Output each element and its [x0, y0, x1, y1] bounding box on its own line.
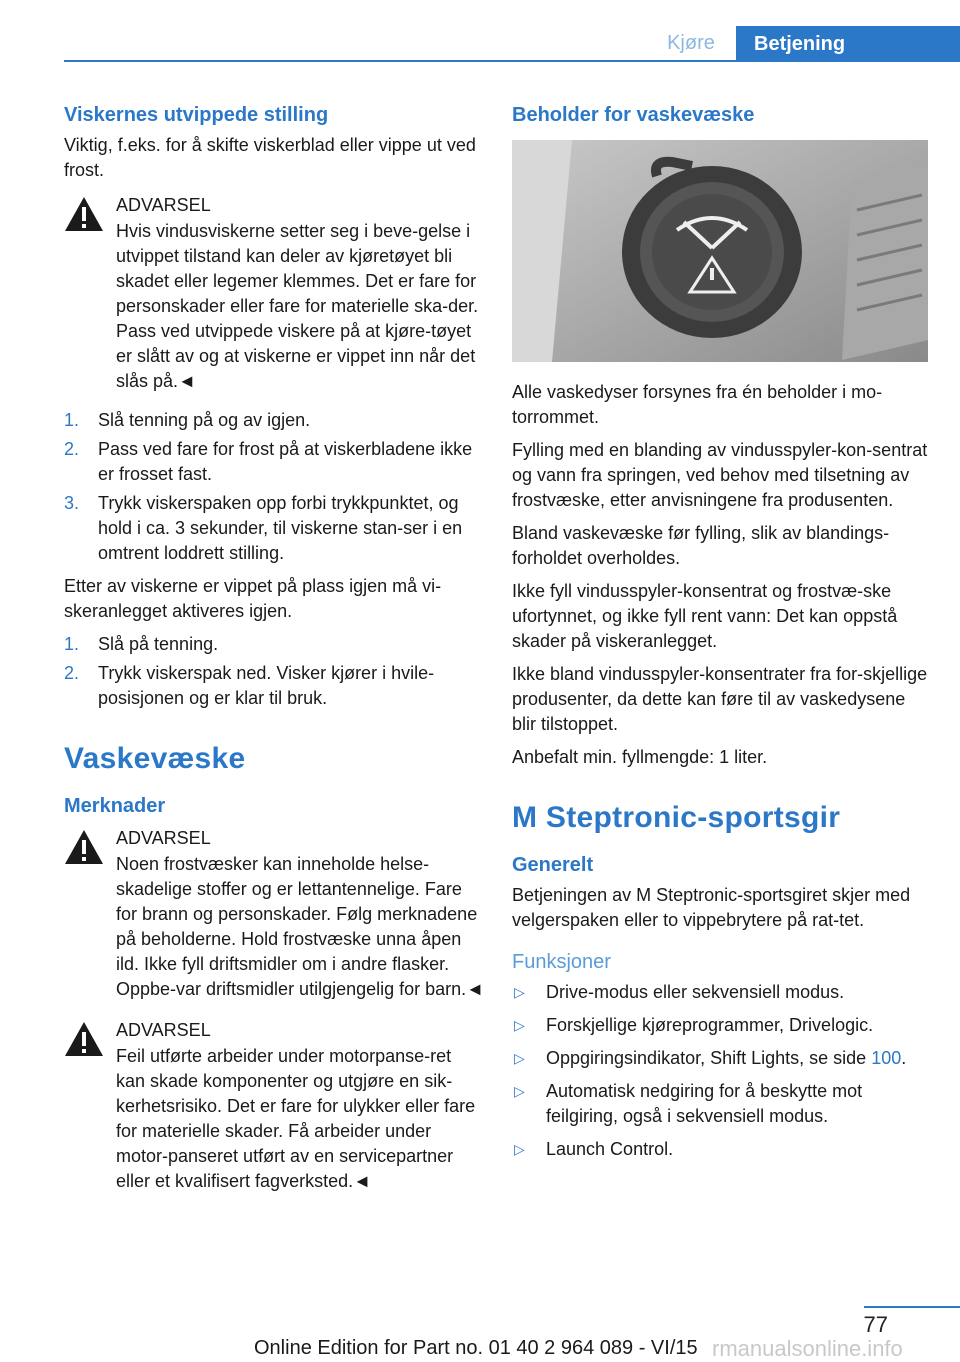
- warning-box: [64, 191, 484, 394]
- list-item: ▷ Drive-modus eller sekvensiell modus.: [512, 980, 928, 1005]
- reservoir-cap-photo: [512, 140, 928, 362]
- tab-kjore[interactable]: Kjøre: [667, 32, 715, 54]
- bullet-triangle-icon: ▷: [514, 984, 525, 1000]
- subsection-functions: Funksjoner: [512, 951, 611, 973]
- paragraph: Ikke bland vindusspyler-konsentrater fra for-skjellige produsenter, da dette kan føre til av vaskedysene blir tilstoppet.: [512, 664, 928, 734]
- paragraph: Bland vaskevæske før fylling, slik av blandings-forholdet overholdes.: [512, 523, 890, 568]
- watermark: rmanualsonline.info: [712, 1336, 903, 1361]
- list-item: ▷ Oppgiringsindikator, Shift Lights, se side 100.: [512, 1046, 928, 1071]
- section-title-wiper-position: Viskernes utvippede stilling: [64, 104, 329, 126]
- after-text: Etter av viskerne er vippet på plass igjen må vi-skeranlegget aktiveres igjen.: [64, 576, 442, 621]
- steps-list-2: [64, 632, 484, 711]
- warning-box: [64, 824, 484, 1002]
- list-item: ▷ Forskjellige kjøreprogrammer, Drivelogic.: [512, 1013, 928, 1038]
- page-header: [0, 0, 960, 62]
- list-item: ▷ Automatisk nedgiring for å beskytte mot feilgiring, også i sekvensiell modus.: [514, 1081, 863, 1126]
- warning-label: ADVARSEL: [116, 195, 211, 215]
- right-column: [512, 100, 928, 1170]
- bullet-triangle-icon: ▷: [514, 1050, 525, 1066]
- bullet-triangle-icon: ▷: [514, 1141, 525, 1157]
- list-item: ▷ Launch Control.: [512, 1137, 928, 1162]
- footer-rule: [864, 1306, 960, 1308]
- section-title-steptronic: M Steptronic-sportsgir: [512, 801, 841, 834]
- page-link-100[interactable]: 100: [871, 1048, 902, 1068]
- warning-text: Hvis vindusviskerne setter seg i beve-gelse i utvippet tilstand kan deler av kjøretøyet bli skadet eller legemer klemmes. Det er fare for personskader eller fare for materielle ska-der. Pass ved utvippede viskere på at kjøre-tøyet er slått av og at viskerne er vippet inn når det slås på.◄: [116, 221, 479, 391]
- list-item: 3. Trykk viskerspaken opp forbi trykkpunktet, og hold i ca. 3 sekunder, til viskerne stan-ser i en omtrent loddrett stilling.: [64, 493, 463, 563]
- warning-label: ADVARSEL: [116, 828, 211, 848]
- warning-icon: [64, 195, 104, 233]
- page-number: 77: [863, 1312, 888, 1337]
- edition-text: Online Edition for Part no. 01 40 2 964 089 - VI/15: [254, 1337, 698, 1359]
- paragraph: Ikke fyll vindusspyler-konsentrat og frostvæ-ske ufortynnet, og ikke fyll rent vann: Det kan oppstå skader på viskeranlegget.: [512, 581, 898, 651]
- paragraph: Anbefalt min. fyllmengde: 1 liter.: [512, 747, 768, 767]
- warning-text: Noen frostvæsker kan inneholde helse-skadelige stoffer og er lettantennelige. Fare for brann og personskader. Følg merknadene på beholderne. Hold frostvæske unna åpen ild. Ikke fyll driftsmidler om i andre flasker. Oppbe-var driftsmidler utilgjengelig for barn.◄: [116, 854, 484, 999]
- list-item: 1. Slå på tenning.: [64, 634, 219, 654]
- warning-text: Feil utførte arbeider under motorpanse-ret kan skade komponenter og utgjøre en sik-kerhetsrisiko. Det er fare for ulykker eller fare for materielle skader. Få arbeider under motor-panseret utført av en servicepartner eller et kvalifisert fagverksted.◄: [116, 1046, 476, 1191]
- subsection-notes: Merknader: [64, 795, 166, 817]
- functions-list: [512, 980, 928, 1162]
- paragraph: Fylling med en blanding av vindusspyler-kon-sentrat og vann fra springen, ved behov med tilsetning av frostvæske, etter anvisningene fra produsenten.: [512, 440, 928, 510]
- tab-betjening[interactable]: Betjening: [736, 26, 960, 62]
- warning-icon: [64, 1020, 104, 1058]
- list-item: 1. Slå tenning på og av igjen.: [64, 410, 311, 430]
- warning-label: ADVARSEL: [116, 1020, 211, 1040]
- warning-box: [64, 1016, 484, 1194]
- subsection-general: Generelt: [512, 854, 594, 876]
- section-title-fluid-reservoir: Beholder for vaskevæske: [512, 104, 755, 126]
- bullet-triangle-icon: ▷: [514, 1083, 525, 1099]
- warning-icon: [64, 828, 104, 866]
- header-rule: [64, 60, 960, 62]
- general-text: Betjeningen av M Steptronic-sportsgiret skjer med velgerspaken eller to vippebrytere på rat-tet.: [512, 885, 911, 930]
- section-title-washer-fluid: Vaskevæske: [64, 742, 246, 775]
- reservoir-cap-illustration: [512, 140, 928, 362]
- paragraph: Alle vaskedyser forsynes fra én beholder i mo-torrommet.: [512, 382, 883, 427]
- list-item: 2. Pass ved fare for frost på at viskerbladene ikke er frosset fast.: [64, 439, 473, 484]
- steps-list-1: [64, 408, 484, 566]
- list-item: 2. Trykk viskerspak ned. Visker kjører i hvile-posisjonen og er klar til bruk.: [64, 663, 435, 708]
- bullet-triangle-icon: ▷: [514, 1017, 525, 1033]
- intro-text: Viktig, f.eks. for å skifte viskerblad eller vippe ut ved frost.: [64, 135, 476, 180]
- left-column: [64, 100, 484, 1208]
